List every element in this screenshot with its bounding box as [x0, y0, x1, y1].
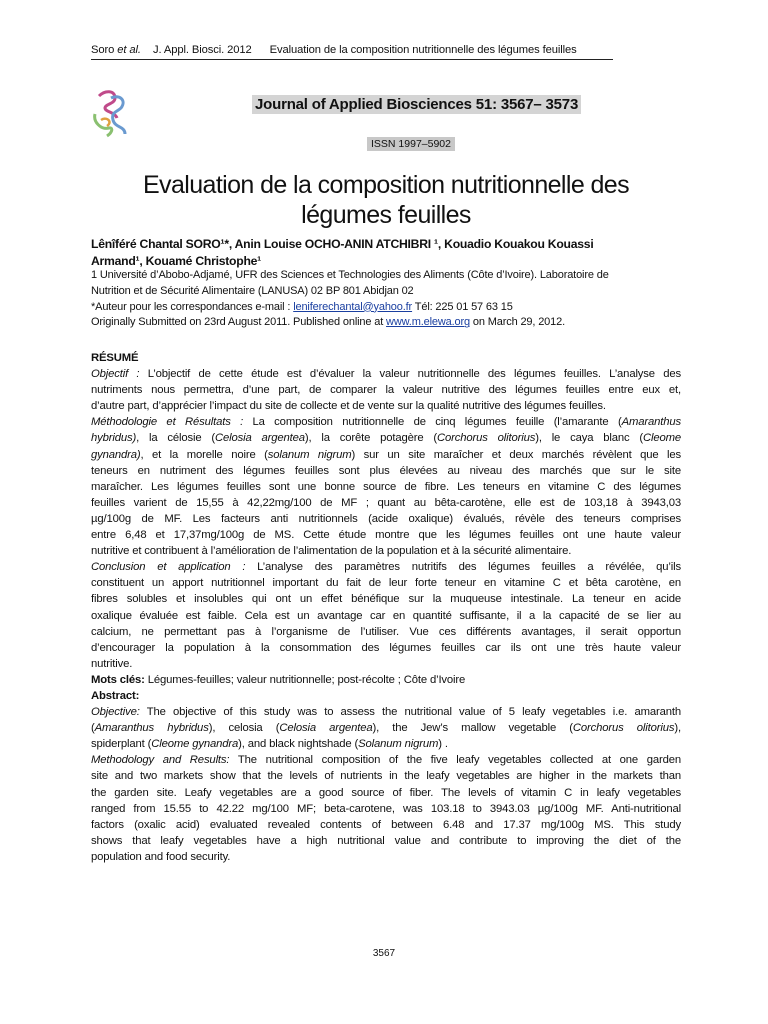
- resume-text: [91, 366, 681, 672]
- journal-logo-icon: [91, 90, 129, 138]
- submission-info: [91, 315, 681, 331]
- running-header-title: Evaluation de la composition nutritionnelle des légumes feuilles: [269, 44, 577, 56]
- text-line: constituent un apport nutritionnel important du fait de leur forte teneur en vitamine C et bêta carotène, en: [91, 577, 681, 590]
- text-line: Objective: The objective of this study was to assess the nutritional value of 5 leafy vegetables i.e. amaranth: [91, 706, 681, 719]
- article-meta: [91, 268, 681, 331]
- running-header-journal: J. Appl. Biosci. 2012: [152, 44, 252, 56]
- text-line: oxalique évaluée est faible. Cela est un avantage car en quantité suffisante, il a la capacité de se lier au: [91, 609, 681, 622]
- text-line: d’autre part, d’apprécier l’impact du site de collecte et de vente sur la qualité nutritive des légumes feuilles.: [91, 400, 606, 413]
- keywords-text: Légumes-feuilles; valeur nutritionnelle; post-récolte ; Côte d’Ivoire: [144, 673, 466, 686]
- text-line: factors (oxalic acid) evaluated revealed contents of between 6.48 and 17.37 mg/100g MS. This study: [91, 818, 681, 831]
- abstract-heading: Abstract:: [91, 689, 140, 702]
- correspondence-label: *Auteur pour les correspondances e-mail :: [91, 300, 294, 313]
- author-list: [91, 236, 681, 270]
- issn: ISSN 1997–5902: [367, 137, 455, 151]
- email-link[interactable]: leniferechantal@yahoo.fr: [293, 300, 413, 313]
- correspondence: [91, 300, 681, 316]
- running-header-left: [91, 44, 252, 56]
- author-line: Lênîféré Chantal SORO¹*, Anin Louise OCHO-ANIN ATCHIBRI ¹, Kouadio Kouakou Kouassi: [91, 237, 594, 251]
- text-line: entre 6,48 et 17,37mg/100g de MS. Cette étude montre que les légumes feuilles ont une haute valeur: [91, 529, 681, 542]
- running-header: [91, 44, 613, 60]
- title-line: Evaluation de la composition nutritionnelle des: [142, 171, 629, 199]
- text-line: fibres solubles et insolubles qui ont un effet bénéfique sur la muqueuse intestinale. La teneur en acide: [91, 593, 681, 606]
- text-line: shows that leafy vegetables have a high nutritional value and contribute to improving the diet of the: [91, 834, 681, 847]
- text-line: Objectif : L’objectif de cette étude est d’évaluer la valeur nutritionnelle des légumes feuilles. L’analyse des: [91, 368, 682, 381]
- journal-citation: Journal of Applied Biosciences 51: 3567– 3573: [252, 95, 581, 114]
- submission-text: Originally Submitted on 23rd August 2011. Published online at: [91, 316, 387, 329]
- text-line: feuilles varient de 15,55 à 42,22mg/100 de MF ; quant au bêta-carotène, elle est de 103,18 à 3943,03: [91, 496, 681, 509]
- text-line: d’encourager la population à la consommation des légumes feuilles car ils ont une très haute valeur: [91, 641, 681, 654]
- text-line: gynandra), et la morelle noire (solanum nigrum) sur un site maraîcher et deux marchés révèlent que les: [91, 448, 681, 461]
- running-header-et-al: et al.: [117, 44, 141, 56]
- abstract-text: [91, 704, 681, 865]
- text-line: Méthodologie et Résultats : La composition nutritionnelle de cinq légumes feuille (l’amarante (Amaranthus: [91, 416, 681, 429]
- affiliation-line: 1 Université d’Abobo-Adjamé, UFR des Sciences et Technologies des Aliments (Côte d’Ivoire). Laboratoire de: [91, 269, 609, 281]
- text-line: site and two markets show that the levels of nutrients in the leafy vegetables are higher in the markets than: [91, 770, 681, 783]
- text-line: teneurs en nutriment des légumes feuilles sont plus élevées au niveau des marchés que sur le site: [91, 464, 681, 477]
- text-line: population and food security.: [91, 850, 231, 863]
- text-line: ranged from 15.55 to 42.22 mg/100 MF; beta-carotene, was 103.18 to 3943.03 µg/100g MF. Anti-nutritional: [91, 802, 681, 815]
- text-line: hybridus), la célosie (Celosia argentea), la corête potagère (Corchorus olitorius), le caya blanc (Cleome: [91, 432, 681, 445]
- keywords: [91, 672, 681, 688]
- article-title: [91, 170, 681, 230]
- text-line: Conclusion et application : L’analyse des paramètres nutritifs des légumes feuilles a révélée, qu’ils: [91, 561, 682, 574]
- text-line: (Amaranthus hybridus), celosia (Celosia argentea), the Jew’s mallow vegetable (Corchorus olitorius),: [91, 722, 681, 735]
- text-line: spiderplant (Cleome gynandra), and black nightshade (Solanum nigrum) .: [91, 738, 448, 751]
- author-line: Armand¹, Kouamé Christophe¹: [91, 254, 261, 268]
- submission-date: on March 29, 2012.: [469, 316, 565, 329]
- text-line: calcium, ne permettant pas à l’organisme de l’utiliser. Vue ces différents avantages, il serait opportun: [91, 625, 681, 638]
- text-line: Methodology and Results: The nutritional composition of the five leafy vegetables collected at one garden: [91, 754, 681, 767]
- text-line: nutritive.: [91, 657, 133, 670]
- text-line: maraîcher. Les légumes feuilles sont une bonne source de fibre. Les teneurs en vitamine C des légumes: [91, 480, 681, 493]
- page-number: 3567: [372, 948, 396, 959]
- title-line: légumes feuilles: [301, 201, 471, 229]
- running-header-authors: Soro: [91, 44, 115, 56]
- affiliation-line: Nutrition et de Sécurité Alimentaire (LANUSA) 02 BP 801 Abidjan 02: [91, 284, 414, 297]
- phone: Tél: 225 01 57 63 15: [412, 300, 513, 313]
- article-body: [91, 350, 681, 865]
- text-line: µg/100g de MF. Les facteurs anti nutritionnels (acide oxalique) évalués, révèle des teneurs comprises: [91, 512, 681, 525]
- resume-heading: RÉSUMÉ: [91, 352, 139, 364]
- text-line: nutritive et contribuent à l’amélioration de l’alimentation de la population et à la sécurité alimentaire.: [91, 545, 572, 558]
- keywords-label: Mots clés:: [91, 673, 145, 686]
- text-line: nutriments nous permettra, d’une part, de comparer la valeur nutritive des légumes feuilles entre eux et,: [91, 384, 681, 397]
- text-line: the garden site. Leafy vegetables are a good source of fiber. The levels of vitamin C in leafy vegetables: [91, 786, 681, 799]
- website-link[interactable]: www.m.elewa.org: [386, 316, 470, 329]
